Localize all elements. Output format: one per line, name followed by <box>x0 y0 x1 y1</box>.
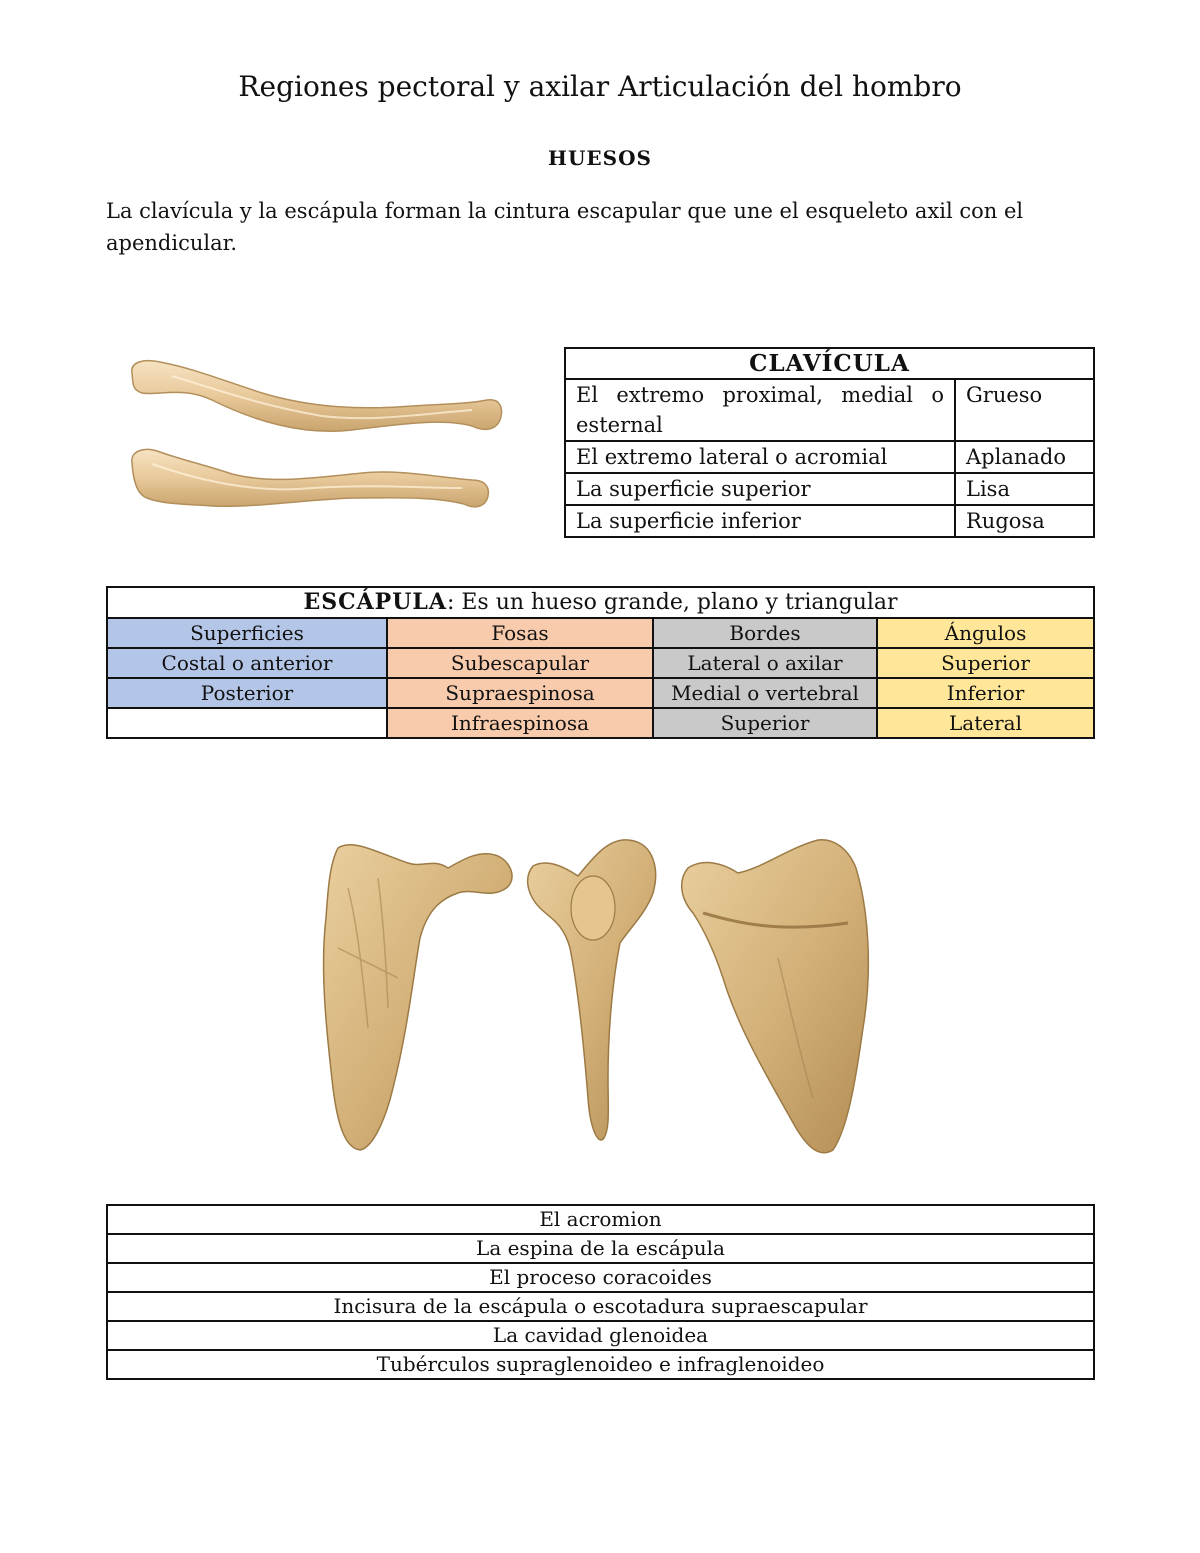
table-cell: Medial o vertebral <box>653 678 877 708</box>
table-cell <box>107 708 387 738</box>
table-cell: Inferior <box>877 678 1094 708</box>
intro-paragraph: La clavícula y la escápula forman la cintura escapular que une el esqueleto axil con el apendicular. <box>106 199 1024 255</box>
table-cell: Superior <box>877 648 1094 678</box>
clavicle-table <box>564 347 1095 538</box>
clavicle-feature: La superficie superior <box>565 473 955 505</box>
table-row <box>107 1263 1094 1292</box>
table-cell: Incisura de la escápula o escotadura supraescapular <box>107 1292 1094 1321</box>
table-row <box>107 1292 1094 1321</box>
clavicle-value: Lisa <box>955 473 1094 505</box>
table-row <box>565 505 1094 537</box>
table-cell: La cavidad glenoidea <box>107 1321 1094 1350</box>
clavicle-bottom-bone <box>132 449 489 506</box>
scapula-lateral-view <box>528 840 656 1140</box>
clavicle-top-bone <box>132 361 502 432</box>
scapula-header-text: : Es un hueso grande, plano y triangular <box>446 590 898 615</box>
table-row <box>107 708 1094 738</box>
table-row <box>565 473 1094 505</box>
table-cell: Superior <box>653 708 877 738</box>
table-cell: Subescapular <box>387 648 653 678</box>
table-cell: Infraespinosa <box>387 708 653 738</box>
table-cell: El acromion <box>107 1205 1094 1234</box>
table-row <box>107 678 1094 708</box>
table-row <box>107 1350 1094 1379</box>
table-row <box>107 648 1094 678</box>
section-heading: HUESOS <box>548 146 652 170</box>
scapula-table-header <box>107 587 1094 618</box>
scapula-illustration <box>308 828 888 1158</box>
page-title: Regiones pectoral y axilar Articulación del hombro <box>238 70 962 103</box>
scapula-parts-table <box>106 1204 1095 1380</box>
clavicle-value: Aplanado <box>955 441 1094 473</box>
table-cell: Costal o anterior <box>107 648 387 678</box>
table-row <box>107 1234 1094 1263</box>
column-header-angulos: Ángulos <box>877 618 1094 648</box>
table-cell: Tubérculos supraglenoideo e infraglenoideo <box>107 1350 1094 1379</box>
column-header-fosas: Fosas <box>387 618 653 648</box>
table-cell: Posterior <box>107 678 387 708</box>
table-cell: Lateral o axilar <box>653 648 877 678</box>
scapula-posterior-view <box>682 840 869 1153</box>
table-cell: Lateral <box>877 708 1094 738</box>
table-row <box>565 441 1094 473</box>
table-row <box>565 379 1094 441</box>
scapula-header-bold: ESCÁPULA <box>303 589 447 615</box>
clavicle-feature: La superficie inferior <box>565 505 955 537</box>
clavicle-illustration <box>112 338 522 543</box>
column-header-superficies: Superficies <box>107 618 387 648</box>
table-cell: El proceso coracoides <box>107 1263 1094 1292</box>
scapula-anterior-view <box>324 845 513 1150</box>
clavicle-table-header: CLAVÍCULA <box>565 348 1094 379</box>
clavicle-feature: El extremo proximal, medial o esternal <box>565 379 955 441</box>
scapula-table <box>106 586 1095 739</box>
clavicle-feature: El extremo lateral o acromial <box>565 441 955 473</box>
table-row <box>107 1321 1094 1350</box>
clavicle-value: Rugosa <box>955 505 1094 537</box>
clavicle-value: Grueso <box>955 379 1094 441</box>
table-row <box>107 1205 1094 1234</box>
column-header-bordes: Bordes <box>653 618 877 648</box>
table-cell: Supraespinosa <box>387 678 653 708</box>
table-row <box>107 618 1094 648</box>
table-cell: La espina de la escápula <box>107 1234 1094 1263</box>
